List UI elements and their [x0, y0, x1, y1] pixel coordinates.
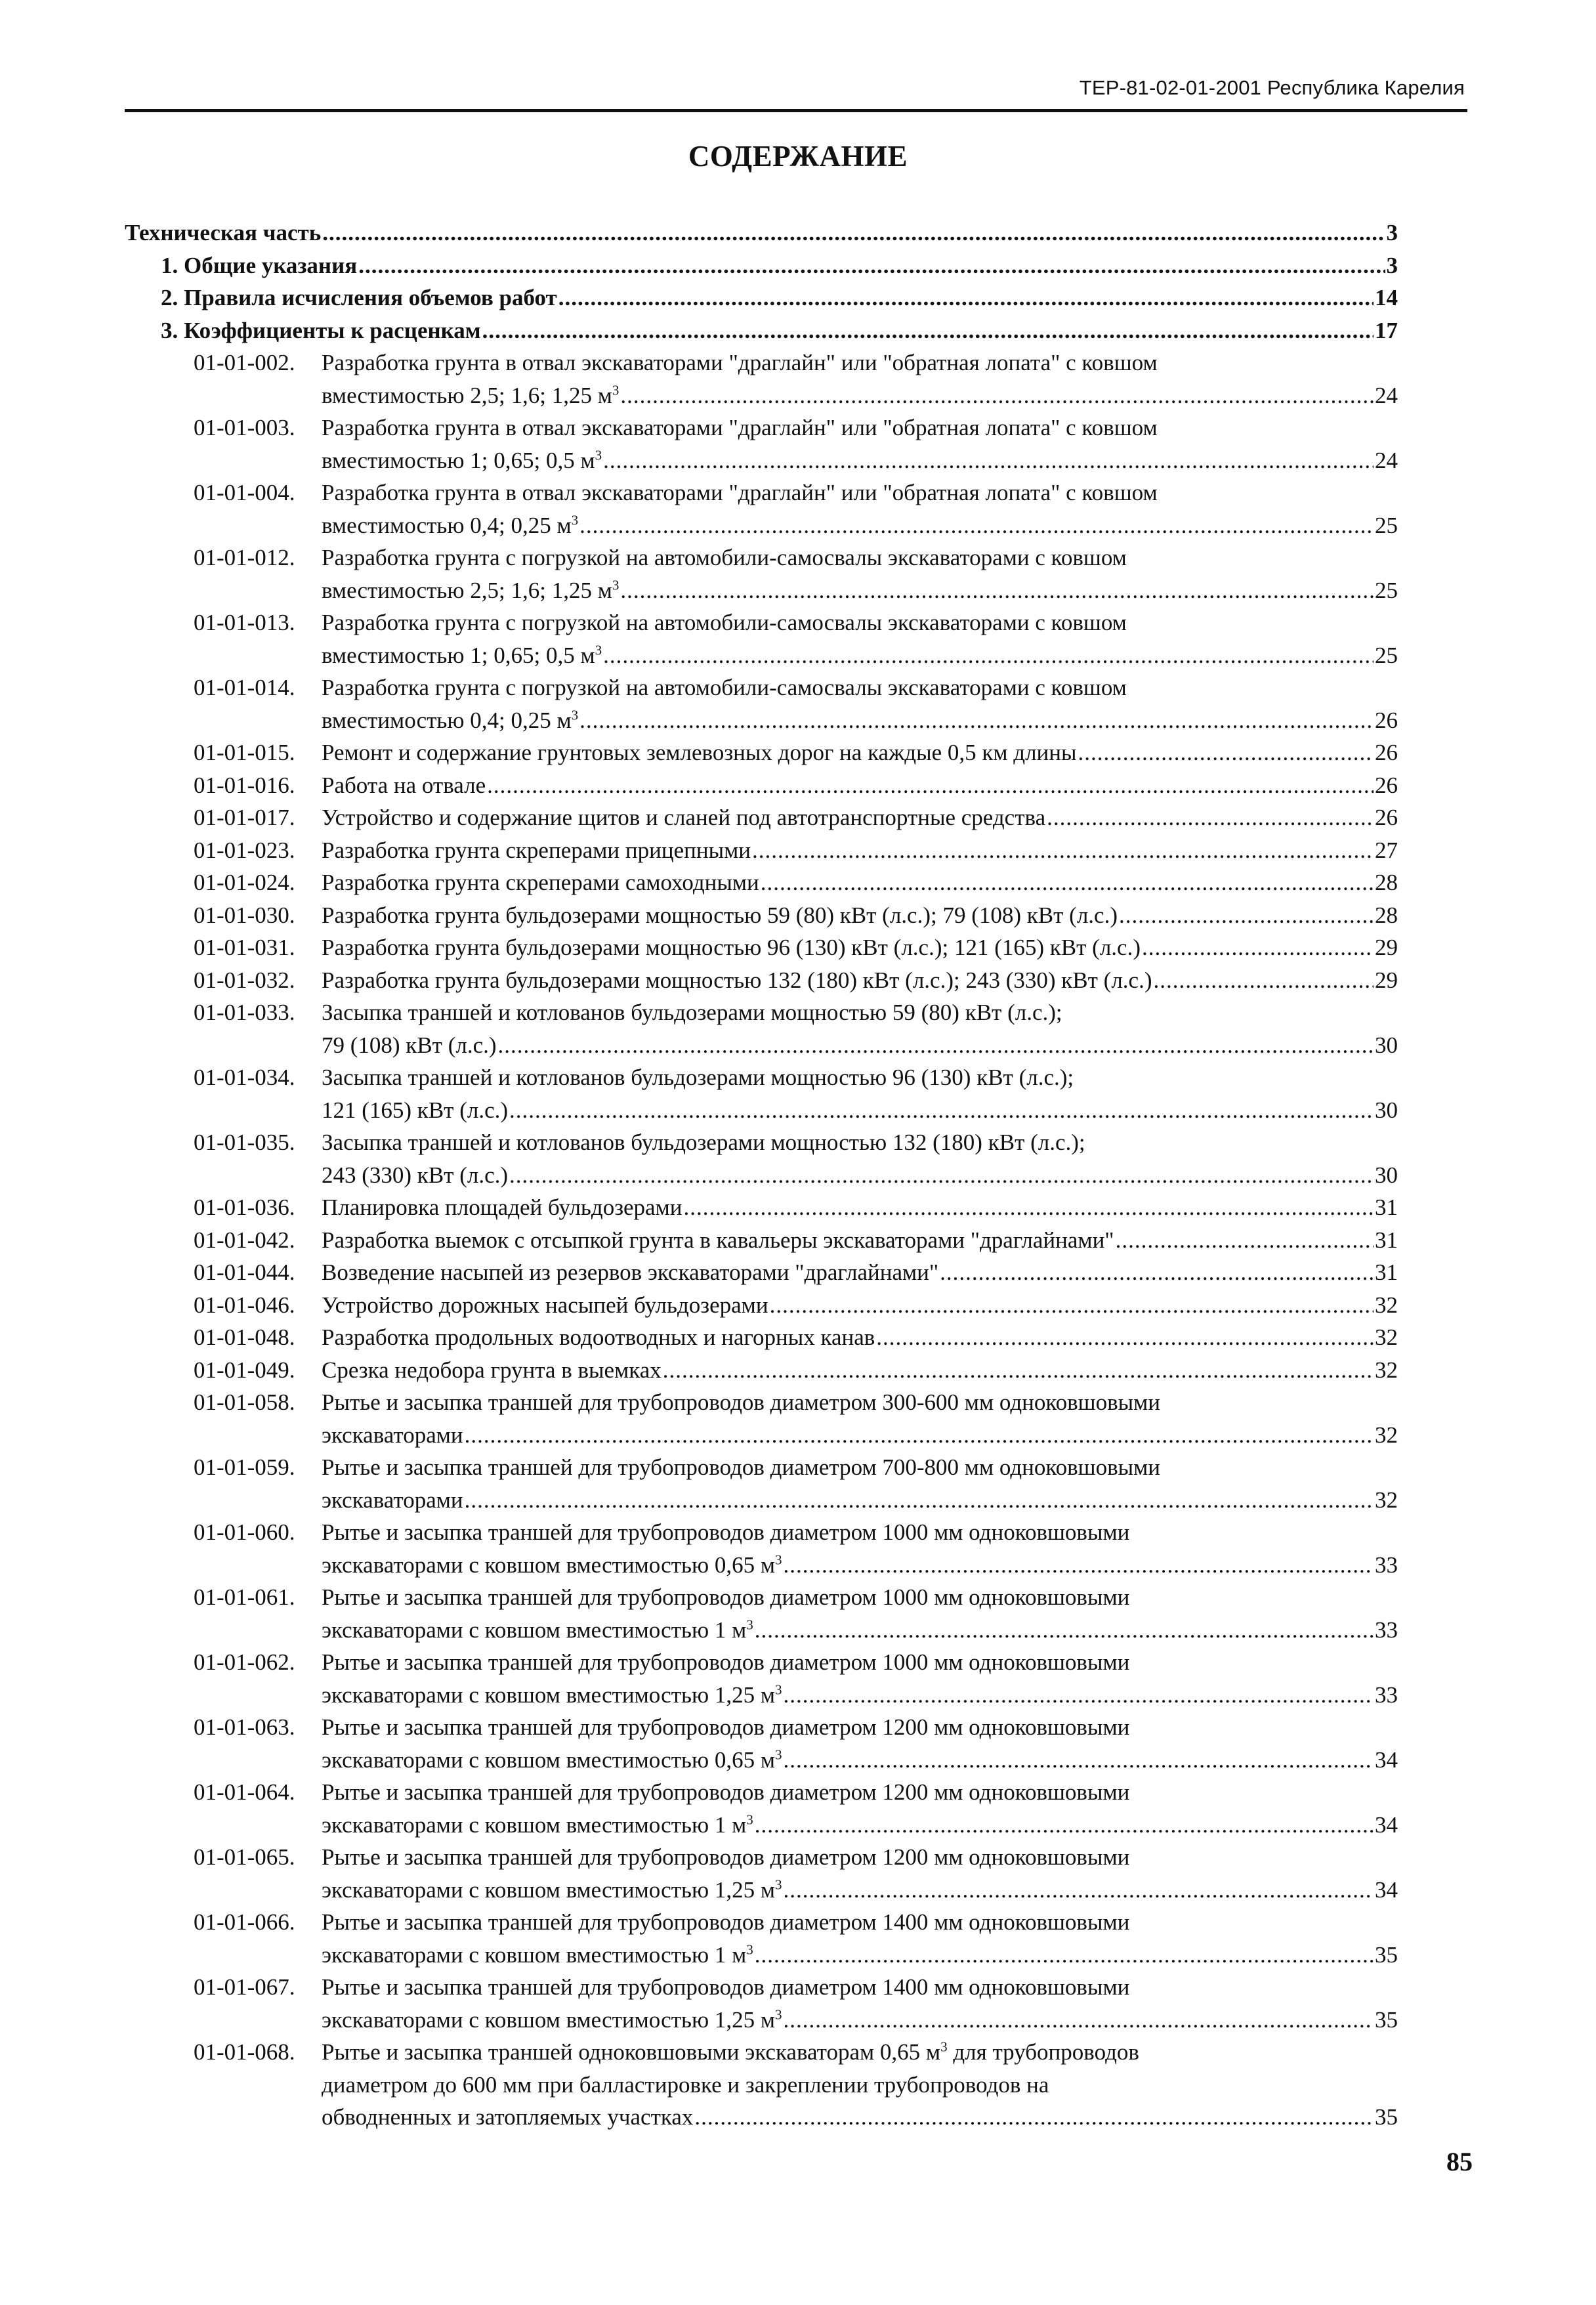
toc-entry: [125, 769, 1398, 802]
dot-leader: [620, 574, 1374, 607]
toc-entry-text: Рытье и засыпка траншей для трубопроводов диаметром 1000 мм одноковшовыми: [322, 1584, 1130, 1610]
toc-entry: [125, 2036, 1398, 2134]
toc-entry-text: Рытье и засыпка траншей для трубопроводов диаметром 1000 мм одноковшовыми: [322, 1519, 1130, 1545]
toc-entry: [125, 1191, 1398, 1224]
toc-entry-text: 121 (165) кВт (л.с.): [322, 1097, 509, 1123]
toc-entry: [125, 866, 1398, 899]
dot-leader: [784, 1549, 1374, 1582]
toc-entry-code: 01-01-003.: [194, 415, 295, 440]
toc-page-number: 29: [1375, 967, 1398, 993]
toc-entry: [125, 996, 1398, 1061]
toc-entry-code: 01-01-042.: [194, 1227, 295, 1253]
toc-entry-text: Разработка грунта в отвал экскаваторами "драглайн" или "обратная лопата" с ковшом: [322, 415, 1158, 440]
toc-entry-text: экскаваторами: [322, 1487, 463, 1513]
dot-leader: [322, 217, 1385, 249]
toc-entry-text: Разработка продольных водоотводных и нагорных канав: [322, 1324, 875, 1350]
toc-page-number: 34: [1375, 1876, 1398, 1903]
toc-entry: [125, 834, 1398, 867]
table-of-contents: [125, 217, 1398, 2134]
dot-leader: [876, 1321, 1374, 1354]
toc-entry: [125, 282, 1398, 314]
toc-entry: [125, 1906, 1398, 1971]
dot-leader: [358, 249, 1385, 282]
toc-page-number: 25: [1375, 512, 1398, 538]
toc-entry-text: экскаваторами с ковшом вместимостью 1 $м^3$: [322, 1616, 753, 1643]
toc-page-number: 35: [1375, 2006, 1398, 2033]
toc-entry-code: 01-01-061.: [194, 1584, 295, 1610]
dot-leader: [482, 314, 1374, 347]
toc-entry: [125, 1061, 1398, 1126]
toc-entry: [125, 217, 1398, 249]
header-rule: [125, 109, 1467, 112]
toc-entry-code: 01-01-031.: [194, 935, 295, 960]
toc-entry-text: Рытье и засыпка траншей для трубопроводов диаметром 1200 мм одноковшовыми: [322, 1779, 1130, 1805]
dot-leader: [465, 1484, 1374, 1517]
dot-leader: [752, 834, 1374, 867]
toc-entry-text: Рытье и засыпка траншей для трубопроводов диаметром 700-800 мм одноковшовыми: [322, 1454, 1160, 1480]
dot-leader: [620, 379, 1374, 412]
toc-entry: [125, 1581, 1398, 1646]
toc-entry-text: экскаваторами с ковшом вместимостью 0,65 $м^3$: [322, 1551, 782, 1578]
toc-page-number: 29: [1375, 935, 1398, 960]
toc-page-number: 26: [1375, 707, 1398, 733]
toc-entry-code: 01-01-060.: [194, 1519, 295, 1545]
toc-page-number: 33: [1375, 1681, 1398, 1708]
toc-entry-text: обводненных и затопляемых участках: [322, 2104, 694, 2130]
toc-page-number: 27: [1375, 837, 1398, 863]
dot-leader: [784, 2004, 1374, 2037]
toc-entry: [125, 1321, 1398, 1354]
dot-leader: [509, 1094, 1374, 1127]
toc-entry-text: Засыпка траншей и котлованов бульдозерами мощностью 96 (130) кВт (л.с.);: [322, 1065, 1074, 1090]
dot-leader: [761, 866, 1374, 899]
toc-entry-text: Засыпка траншей и котлованов бульдозерами мощностью 59 (80) кВт (л.с.);: [322, 1000, 1062, 1025]
toc-entry: [125, 1224, 1398, 1257]
toc-page-number: 28: [1375, 870, 1398, 895]
toc-entry-text: Техническая часть: [125, 220, 322, 245]
toc-entry-text: Засыпка траншей и котлованов бульдозерами мощностью 132 (180) кВт (л.с.);: [322, 1130, 1085, 1155]
toc-entry-text: Рытье и засыпка траншей для трубопроводов диаметром 1400 мм одноковшовыми: [322, 1909, 1130, 1935]
toc-page-number: 3: [1386, 220, 1398, 245]
toc-entry-code: 01-01-044.: [194, 1259, 295, 1285]
toc-page-number: 35: [1375, 1941, 1398, 1968]
toc-page-number: 35: [1375, 2104, 1398, 2130]
toc-page-number: 33: [1375, 1617, 1398, 1643]
toc-entry-code: 01-01-012.: [194, 545, 295, 570]
toc-entry-text: Устройство дорожных насыпей бульдозерами: [322, 1292, 768, 1318]
toc-entry: [125, 1841, 1398, 1906]
toc-entry-code: 01-01-063.: [194, 1714, 295, 1740]
toc-entry: [125, 1516, 1398, 1581]
toc-entry: [125, 899, 1398, 932]
toc-entry-code: 01-01-023.: [194, 837, 295, 863]
toc-entry: [125, 1354, 1398, 1387]
toc-entry-text: Разработка грунта в отвал экскаваторами "драглайн" или "обратная лопата" с ковшом: [322, 350, 1158, 375]
toc-entry: [125, 1386, 1398, 1451]
toc-entry-text: 3. Коэффициенты к расценкам: [161, 317, 481, 343]
toc-entry: [125, 249, 1398, 282]
dot-leader: [755, 1614, 1374, 1647]
toc-entry-text: Ремонт и содержание грунтовых землевозных дорог на каждые 0,5 км длины: [322, 740, 1077, 765]
dot-leader: [603, 444, 1374, 477]
toc-page-number: 3: [1386, 252, 1398, 278]
toc-entry-code: 01-01-032.: [194, 967, 295, 993]
toc-entry-code: 01-01-059.: [194, 1454, 295, 1480]
toc-entry-code: 01-01-034.: [194, 1065, 295, 1090]
toc-entry-text: экскаваторами с ковшом вместимостью 1,25 $м^3$: [322, 2006, 782, 2033]
toc-entry-code: 01-01-049.: [194, 1357, 295, 1383]
toc-entry-code: 01-01-002.: [194, 350, 295, 375]
dot-leader: [1142, 931, 1374, 964]
toc-entry: [125, 1776, 1398, 1841]
toc-page-number: 32: [1375, 1422, 1398, 1448]
toc-entry-text: диаметром до 600 мм при балластировке и закреплении трубопроводов на: [322, 2071, 1049, 2098]
toc-entry: [125, 1646, 1398, 1711]
toc-page-number: 30: [1375, 1162, 1398, 1188]
toc-entry: [125, 964, 1398, 997]
toc-entry-code: 01-01-035.: [194, 1130, 295, 1155]
toc-entry: [125, 801, 1398, 834]
running-header: ТЕР-81-02-01-2001 Республика Карелия: [1079, 76, 1465, 99]
toc-entry-text: Рытье и засыпка траншей одноковшовыми экскаваторам 0,65 $м^3$ для трубопроводов: [322, 2039, 1139, 2065]
dot-leader: [1119, 899, 1374, 932]
toc-entry-text: Разработка грунта скреперами самоходными: [322, 870, 759, 895]
dot-leader: [784, 1679, 1374, 1712]
toc-entry: [125, 541, 1398, 606]
toc-entry-code: 01-01-004.: [194, 480, 295, 505]
toc-entry-text: экскаваторами: [322, 1422, 463, 1448]
toc-entry-text: Разработка грунта с погрузкой на автомобили-самосвалы экскаваторами с ковшом: [322, 545, 1127, 570]
dot-leader: [603, 639, 1374, 672]
dot-leader: [755, 1939, 1374, 1972]
toc-entry: [125, 1289, 1398, 1322]
toc-entry: [125, 314, 1398, 347]
toc-entry-code: 01-01-013.: [194, 610, 295, 635]
toc-entry: [125, 1126, 1398, 1191]
toc-page-number: 32: [1375, 1292, 1398, 1318]
toc-entry-code: 01-01-046.: [194, 1292, 295, 1318]
toc-entry-code: 01-01-067.: [194, 1974, 295, 2000]
dot-leader: [1154, 964, 1374, 997]
toc-entry-code: 01-01-062.: [194, 1649, 295, 1675]
toc-entry-text: вместимостью 1; 0,65; 0,5 $м^3$: [322, 641, 602, 668]
toc-entry-text: 79 (108) кВт (л.с.): [322, 1032, 497, 1058]
toc-page-number: 25: [1375, 642, 1398, 668]
toc-page-number: 26: [1375, 805, 1398, 830]
dot-leader: [579, 704, 1374, 737]
toc-entry-text: Рытье и засыпка траншей для трубопроводов диаметром 300-600 мм одноковшовыми: [322, 1389, 1160, 1415]
toc-page-number: 30: [1375, 1032, 1398, 1058]
toc-entry-text: Рытье и засыпка траншей для трубопроводов диаметром 1000 мм одноковшовыми: [322, 1649, 1130, 1675]
toc-entry-text: Рытье и засыпка траншей для трубопроводов диаметром 1200 мм одноковшовыми: [322, 1844, 1130, 1870]
dot-leader: [784, 1874, 1374, 1907]
toc-entry: [125, 1451, 1398, 1516]
toc-page-number: 32: [1375, 1324, 1398, 1350]
toc-entry-text: экскаваторами с ковшом вместимостью 1 $м^3$: [322, 1941, 753, 1968]
toc-entry-code: 01-01-017.: [194, 805, 295, 830]
dot-leader: [487, 769, 1374, 802]
toc-page-number: 17: [1375, 317, 1398, 343]
toc-entry-text: экскаваторами с ковшом вместимостью 1,25 $м^3$: [322, 1681, 782, 1708]
dot-leader: [558, 282, 1374, 314]
toc-entry: [125, 347, 1398, 412]
toc-entry-code: 01-01-014.: [194, 675, 295, 700]
toc-page-number: 25: [1375, 577, 1398, 603]
toc-entry: [125, 1711, 1398, 1776]
toc-entry: [125, 931, 1398, 964]
dot-leader: [663, 1354, 1374, 1387]
toc-page-number: 24: [1375, 382, 1398, 408]
toc-entry-text: вместимостью 2,5; 1,6; 1,25 $м^3$: [322, 576, 620, 603]
toc-entry-code: 01-01-065.: [194, 1844, 295, 1870]
toc-page-number: 30: [1375, 1097, 1398, 1123]
dot-leader: [784, 1744, 1374, 1777]
toc-entry-text: вместимостью 0,4; 0,25 $м^3$: [322, 706, 579, 733]
toc-page-number: 33: [1375, 1552, 1398, 1578]
dot-leader: [1116, 1224, 1374, 1257]
dot-leader: [498, 1029, 1374, 1062]
dot-leader: [1047, 801, 1374, 834]
toc-entry-text: экскаваторами с ковшом вместимостью 1 $м^3$: [322, 1811, 753, 1838]
toc-entry-code: 01-01-036.: [194, 1195, 295, 1220]
dot-leader: [940, 1256, 1374, 1289]
toc-entry-text: 2. Правила исчисления объемов работ: [161, 285, 557, 310]
toc-entry-text: Разработка грунта скреперами прицепными: [322, 837, 751, 863]
toc-entry-text: Разработка грунта бульдозерами мощностью 96 (130) кВт (л.с.); 121 (165) кВт (л.с.): [322, 935, 1141, 960]
toc-entry-text: 243 (330) кВт (л.с.): [322, 1162, 509, 1188]
toc-entry-text: Работа на отвале: [322, 772, 486, 798]
toc-entry-text: Срезка недобора грунта в выемках: [322, 1357, 662, 1383]
dot-leader: [465, 1419, 1374, 1452]
toc-entry-code: 01-01-058.: [194, 1389, 295, 1415]
toc-entry-code: 01-01-066.: [194, 1909, 295, 1935]
toc-page-number: 24: [1375, 447, 1398, 473]
toc-entry: [125, 412, 1398, 476]
toc-page-number: 31: [1375, 1227, 1398, 1253]
toc-page-number: 31: [1375, 1259, 1398, 1285]
toc-entry: [125, 736, 1398, 769]
toc-entry-text: Разработка грунта бульдозерами мощностью 132 (180) кВт (л.с.); 243 (330) кВт (л.с.): [322, 967, 1152, 993]
page-title: СОДЕРЖАНИЕ: [688, 140, 908, 173]
toc-entry-text: Возведение насыпей из резервов экскаваторами "драглайнами": [322, 1259, 939, 1285]
toc-entry-text: Разработка грунта с погрузкой на автомобили-самосвалы экскаваторами с ковшом: [322, 675, 1127, 700]
toc-page-number: 26: [1375, 772, 1398, 798]
toc-entry-text: Разработка грунта бульдозерами мощностью 59 (80) кВт (л.с.); 79 (108) кВт (л.с.): [322, 902, 1118, 928]
toc-entry-text: вместимостью 2,5; 1,6; 1,25 $м^3$: [322, 381, 620, 408]
toc-entry-text: вместимостью 1; 0,65; 0,5 $м^3$: [322, 446, 602, 473]
toc-page-number: 26: [1375, 740, 1398, 765]
toc-entry: [125, 1971, 1398, 2036]
page-number: 85: [1446, 2147, 1473, 2176]
toc-entry-code: 01-01-015.: [194, 740, 295, 765]
dot-leader: [683, 1191, 1374, 1224]
toc-page-number: 32: [1375, 1357, 1398, 1383]
toc-page-number: 28: [1375, 902, 1398, 928]
toc-entry-code: 01-01-024.: [194, 870, 295, 895]
dot-leader: [770, 1289, 1374, 1322]
toc-entry-text: вместимостью 0,4; 0,25 $м^3$: [322, 511, 579, 538]
dot-leader: [694, 2101, 1374, 2134]
toc-entry-text: Рытье и засыпка траншей для трубопроводов диаметром 1200 мм одноковшовыми: [322, 1714, 1130, 1740]
toc-entry-code: 01-01-064.: [194, 1779, 295, 1805]
dot-leader: [1078, 736, 1374, 769]
toc-page-number: 31: [1375, 1195, 1398, 1220]
toc-entry: [125, 606, 1398, 671]
toc-page-number: 32: [1375, 1487, 1398, 1513]
dot-leader: [509, 1159, 1374, 1192]
toc-entry-text: экскаваторами с ковшом вместимостью 0,65 $м^3$: [322, 1746, 782, 1773]
toc-entry-text: 1. Общие указания: [161, 252, 358, 278]
toc-entry-code: 01-01-033.: [194, 1000, 295, 1025]
toc-entry-code: 01-01-016.: [194, 772, 295, 798]
toc-entry-code: 01-01-068.: [194, 2039, 295, 2065]
toc-entry-text: Рытье и засыпка траншей для трубопроводов диаметром 1400 мм одноковшовыми: [322, 1974, 1130, 2000]
toc-entry-text: Разработка выемок с отсыпкой грунта в кавальеры экскаваторами "драглайнами": [322, 1227, 1114, 1253]
toc-entry-text: Устройство и содержание щитов и сланей под автотранспортные средства: [322, 805, 1046, 830]
toc-entry: [125, 671, 1398, 736]
toc-entry-text: экскаваторами с ковшом вместимостью 1,25 $м^3$: [322, 1876, 782, 1903]
toc-entry-text: Разработка грунта с погрузкой на автомобили-самосвалы экскаваторами с ковшом: [322, 610, 1127, 635]
toc-entry: [125, 476, 1398, 541]
dot-leader: [755, 1809, 1374, 1842]
toc-entry-text: Планировка площадей бульдозерами: [322, 1195, 682, 1220]
toc-entry-text: Разработка грунта в отвал экскаваторами "драглайн" или "обратная лопата" с ковшом: [322, 480, 1158, 505]
toc-entry: [125, 1256, 1398, 1289]
toc-entry-code: 01-01-048.: [194, 1324, 295, 1350]
toc-page-number: 14: [1375, 285, 1398, 310]
toc-entry-code: 01-01-030.: [194, 902, 295, 928]
toc-page-number: 34: [1375, 1811, 1398, 1838]
toc-page-number: 34: [1375, 1746, 1398, 1773]
dot-leader: [579, 509, 1374, 542]
